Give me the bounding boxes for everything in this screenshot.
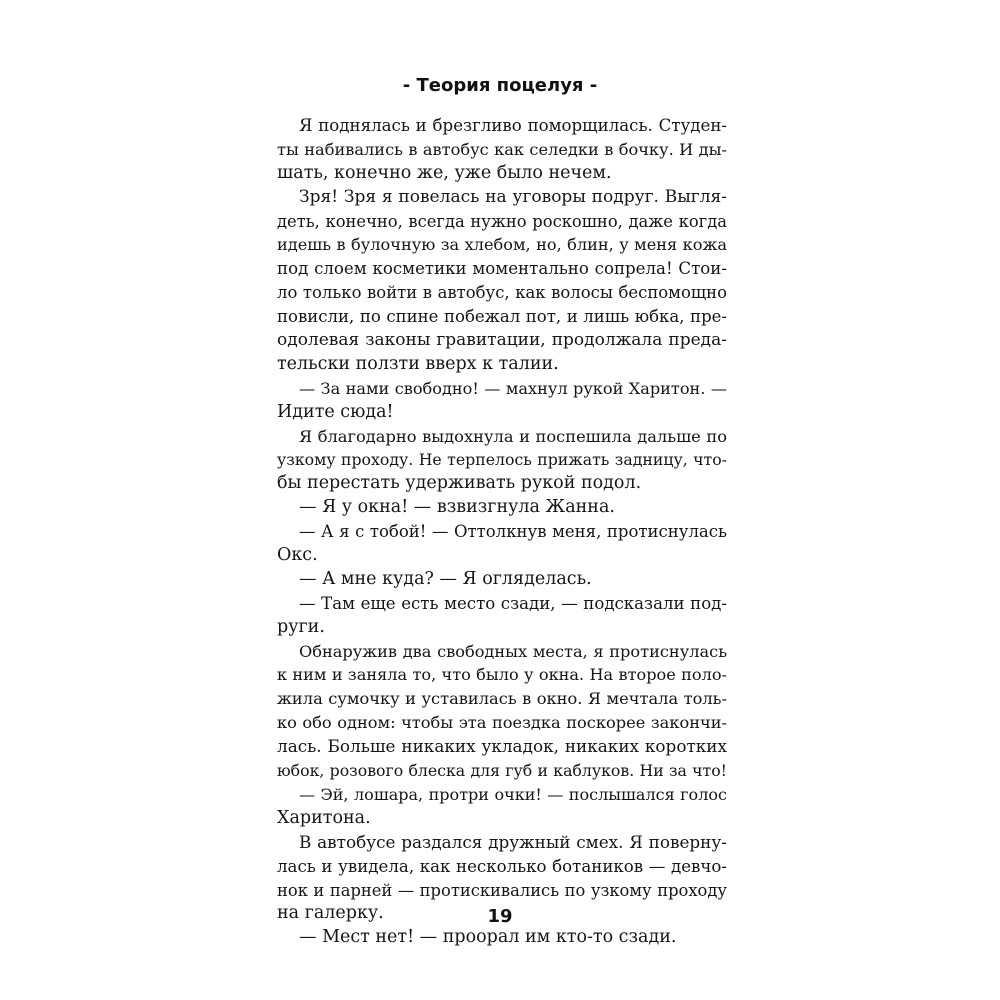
body-text: [277, 114, 727, 950]
text-line: на галерку.: [277, 903, 384, 924]
text-line: Зря! Зря я повелась на уговоры подруг. Выгля-: [299, 186, 727, 207]
text-line: — Я у окна! — взвизгнула Жанна.: [299, 497, 615, 518]
text-line: нок и парней — протискивались по узкому проходу: [277, 880, 727, 900]
text-line: к ним и заняла то, что было у окна. На второе поло-: [277, 665, 727, 685]
text-line: Харитона.: [277, 807, 371, 828]
text-line: Обнаружив два свободных места, я протиснулась: [299, 641, 727, 661]
text-line: Я поднялась и брезгливо поморщилась. Студен-: [299, 116, 727, 135]
text-line: — Там еще есть место сзади, — подсказали под-: [299, 593, 727, 613]
text-line: — А мне куда? — Я огляделась.: [299, 568, 592, 589]
text-line: — За нами свободно! — махнул рукой Харитон. —: [299, 378, 727, 398]
page-number: 19: [487, 906, 513, 927]
text-line: Идите сюда!: [277, 401, 394, 422]
running-head: - Теория поцелуя -: [402, 75, 598, 96]
text-line: под слоем косметики моментально сопрела! Стои-: [277, 259, 727, 279]
text-line: шать, конечно же, уже было нечем.: [277, 162, 612, 183]
text-line: Окс.: [277, 545, 318, 566]
text-line: ло только войти в автобус, как волосы беспомощно: [277, 283, 727, 303]
text-line: ко обо одном: чтобы эта поездка поскорее закончи-: [277, 713, 727, 733]
text-line: тельски ползти вверх к талии.: [277, 353, 559, 374]
text-line: В автобусе раздался дружный смех. Я поверну-: [299, 831, 727, 852]
text-line: повисли, по спине побежал пот, и лишь юбка, пре-: [277, 307, 727, 327]
text-line: жила сумочку и уставилась в окно. Я мечтала толь-: [277, 689, 727, 709]
text-line: Я благодарно выдохнула и поспешила дальше по: [299, 426, 727, 446]
text-line: узкому проходу. Не терпелось прижать задницу, что-: [277, 450, 727, 470]
text-line: идешь в булочную за хлебом, но, блин, у меня кожа: [277, 235, 727, 255]
text-line: одолевая законы гравитации, продолжала преда-: [277, 330, 727, 351]
text-line: — Эй, лошара, протри очки! — послышался голос: [299, 784, 727, 804]
text-line: бы перестать удерживать рукой подол.: [277, 473, 642, 494]
text-line: лась и увидела, как несколько ботаников — девчо-: [277, 856, 727, 876]
text-line: — А я с тобой! — Оттолкнув меня, протиснулась: [299, 522, 727, 542]
text-line: деть, конечно, всегда нужно роскошно, даже когда: [277, 211, 727, 231]
text-line: лась. Больше никаких укладок, никаких коротких: [277, 736, 727, 757]
text-line: — Мест нет! — проорал им кто-то сзади.: [299, 927, 677, 948]
text-line: юбок, розового блеска для губ и каблуков. Ни за что!: [277, 761, 727, 781]
text-line: ты набивались в автобус как селедки в бочку. И ды-: [277, 139, 727, 159]
text-line: руги.: [277, 616, 325, 637]
